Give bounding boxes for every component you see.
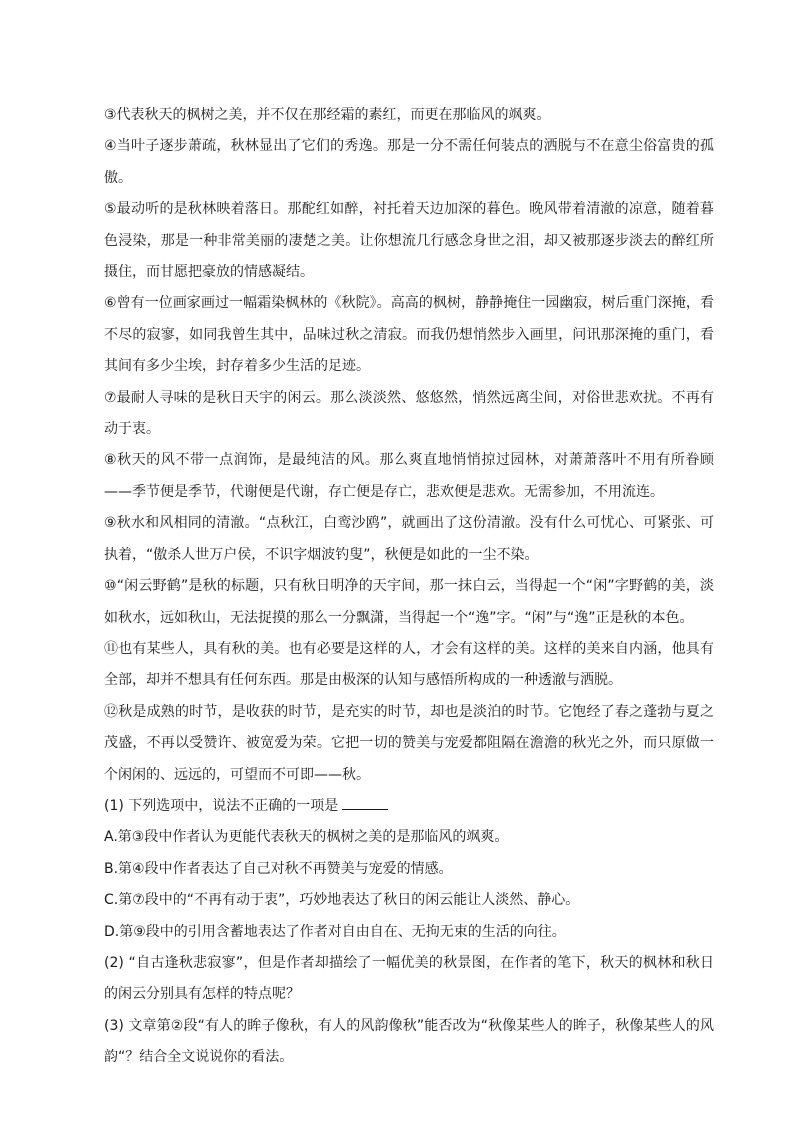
paragraph-3: ③代表秋天的枫树之美，并不仅在那经霜的素红，而更在那临风的飒爽。 xyxy=(104,107,551,123)
paragraph-10: ⑩“闲云野鹤”是秋的标题，只有秋日明净的天宇间，那一抹白云，当得起一个“闲”字野鹤的美，淡如秋水，远如秋山，无法捉摸的那么一分飘潇，当得起一个“逸”字。“闲”与“逸”正是秋的本色。 xyxy=(104,578,714,626)
answer-blank xyxy=(342,795,388,810)
question-1-stem-text: (1) 下列选项中，说法不正确的一项是 xyxy=(104,797,339,814)
question-1-option-a: A.第③段中作者认为更能代表秋天的枫树之美的是那临风的飒爽。 xyxy=(104,829,509,846)
paragraph-5: ⑤最动听的是秋林映着落日。那酡红如醉，衬托着天边加深的暮色。晚风带着清澈的凉意，随着暮色浸染，那是一种非常美丽的凄楚之美。让你想流几行感念身世之泪，却又被那逐步淡去的醉红所摄住，而甘愿把豪放的情感凝结。 xyxy=(104,201,714,281)
paragraph-11: ⑪也有某些人，具有秋的美。也有必要是这样的人，才会有这样的美。这样的美来自内涵，他具有全部，却并不想具有任何东西。那是由极深的认知与感悟所构成的一种透澈与洒脱。 xyxy=(104,640,714,689)
paragraph-12: ⑫秋是成熟的时节，是收获的时节，是充实的时节，却也是淡泊的时节。它饱经了春之蓬勃与夏之茂盛，不再以受赞许、被宽爱为荣。它把一切的赞美与宠爱都阻隔在澹澹的秋光之外，而只原做一个闲闲的、远远的，可望而不可即——秋。 xyxy=(104,703,714,783)
paragraph-8: ⑧秋天的风不带一点润饰，是最纯洁的风。那么爽直地悄悄掠过园林，对萧萧落叶不用有所眷顾——季节便是季节，代谢便是代谢，存亡便是存亡，悲欢便是悲欢。无需参加，不用流连。 xyxy=(104,452,714,500)
question-1-option-c: C.第⑦段中的“不再有动于衷”，巧妙地表达了秋日的闲云能让人淡然、静心。 xyxy=(104,892,580,909)
paragraph-7: ⑦最耐人寻味的是秋日天宇的闲云。那么淡淡然、悠悠然，悄然远离尘间，对俗世悲欢扰。不再有动于衷。 xyxy=(104,389,714,438)
document-page xyxy=(104,100,714,1074)
question-1-option-d: D.第⑨段中的引用含蓄地表达了作者对自由自在、无拘无束的生活的向往。 xyxy=(104,923,566,940)
paragraph-6: ⑥曾有一位画家画过一幅霜染枫林的《秋院》。高高的枫树，静静掩住一园幽寂，树后重门深掩，看不尽的寂寥，如同我曾生其中，品味过秋之清寂。而我仍想悄然步入画里，问讯那深掩的重门，看其间有多少尘埃，封存着多少生活的足迹。 xyxy=(104,295,714,375)
paragraph-9: ⑨秋水和风相同的清澈。“点秋江，白鸾沙鸥”，就画出了这份清澈。没有什么可忧心、可紧张、可执着，“傲杀人世万户侯，不识字烟波钓叟”，秋便是如此的一尘不染。 xyxy=(104,515,714,563)
question-1-option-b: B.第④段中作者表达了自己对秋不再赞美与宠爱的情感。 xyxy=(104,860,453,877)
paragraph-4: ④当叶子逐步萧疏，秋林显出了它们的秀逸。那是一分不需任何装点的洒脱与不在意尘俗富贵的孤傲。 xyxy=(104,138,714,186)
question-1-stem xyxy=(104,791,714,822)
question-2: (2) “自古逢秋悲寂寥”，但是作者却描绘了一幅优美的秋景图，在作者的笔下，秋天的枫林和秋日的闲云分别具有怎样的特点呢？ xyxy=(104,954,714,1003)
question-3: (3) 文章第②段“有人的眸子像秋，有人的风韵像秋”能否改为“秋像某些人的眸子，秋像某些人的风韵“？结合全文说说你的看法。 xyxy=(104,1017,714,1066)
